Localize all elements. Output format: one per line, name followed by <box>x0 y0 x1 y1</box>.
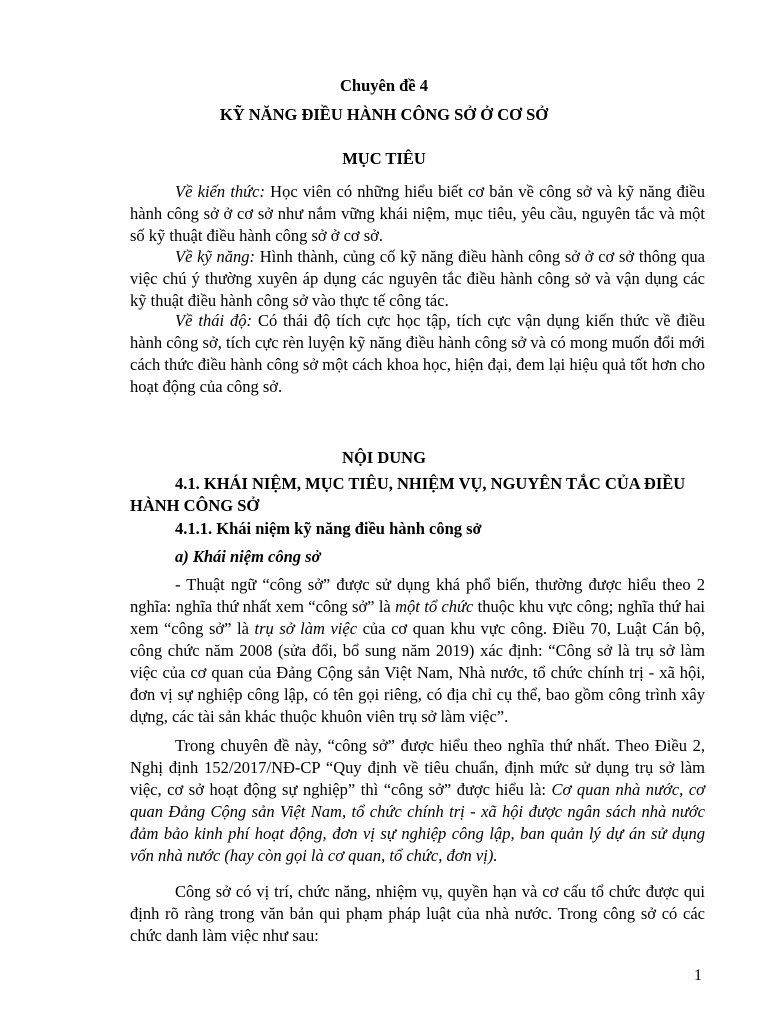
p1-italic-d: trụ sở làm việc <box>254 619 358 638</box>
knowledge-label: Về kiến thức: <box>175 182 265 201</box>
objective-knowledge <box>130 181 705 247</box>
p1-text-c: thuộc khu vực công; nghĩa thứ hai xem “công sở” là <box>130 597 705 638</box>
paragraph-2 <box>130 735 705 867</box>
attitude-label: Về thái độ: <box>175 311 252 330</box>
p1-text-e: của cơ quan khu vực công. Điều 70, Luật Cán bộ, công chức năm 2008 (sửa đổi, bổ sung năm 2019) xác định: “Công sở là trụ sở làm việc của cơ quan của Đảng Cộng sản Việt Nam, Nhà nước, tổ chức chính trị - xã hội, đơn vị sự nghiệp công lập, có tên gọi riêng, có địa chỉ cụ thể, bao gồm công trình xây dựng, các tài sản khác thuộc khuôn viên trụ sở làm việc”. <box>130 619 706 726</box>
objectives-heading: MỤC TIÊU <box>342 149 426 168</box>
p1-italic-b: một tổ chức <box>395 597 474 616</box>
p2-italic-b: Cơ quan nhà nước, cơ quan Đảng Cộng sản Việt Nam, tổ chức chính trị - xã hội được ngân sách nhà nước đảm bảo kinh phí hoạt động, đơn vị sự nghiệp công lập, ban quản lý dự án sử dụng vốn nhà nước (hay còn gọi là cơ quan, tổ chức, đơn vị). <box>130 780 705 865</box>
topic-label: Chuyên đề 4 <box>339 76 429 95</box>
paragraph-1 <box>130 574 705 728</box>
knowledge-text: Học viên có những hiểu biết cơ bản về công sở và kỹ năng điều hành công sở ở cơ sở như nắm vững khái niệm, mục tiêu, yêu cầu, nguyên tắc và một số kỹ thuật điều hành công sở ở cơ sở. <box>130 182 705 245</box>
content-heading: NỘI DUNG <box>342 448 426 467</box>
subsection-a-heading: a) Khái niệm công sở <box>175 547 321 566</box>
p1-text-a: - Thuật ngữ “công sở” được sử dụng khá phổ biến, thường được hiểu theo 2 nghĩa: nghĩa thứ nhất xem “công sở” là <box>130 575 705 616</box>
skills-label: Về kỹ năng: <box>175 247 256 266</box>
skills-text: Hình thành, củng cố kỹ năng điều hành công sở ở cơ sở thông qua việc chú ý thường xuyên áp dụng các nguyên tắc điều hành công sở và vận dụng các kỹ thuật điều hành công sở vào thực tế công tác. <box>130 247 705 310</box>
attitude-text: Có thái độ tích cực học tập, tích cực vận dụng kiến thức về điều hành công sở, tích cực rèn luyện kỹ năng điều hành công sở và có mong muốn đổi mới cách thức điều hành công sở một cách khoa học, hiện đại, đem lại hiệu quả tốt hơn cho hoạt động của công sở. <box>130 311 705 396</box>
p2-text-a: Trong chuyên đề này, “công sở” được hiểu theo nghĩa thứ nhất. Theo Điều 2, Nghị định 152/2017/NĐ-CP “Quy định về tiêu chuẩn, định mức sử dụng trụ sở làm việc, cơ sở hoạt động sự nghiệp” thì “công sở” được hiểu là: <box>130 736 705 799</box>
page-number: 1 <box>694 967 702 984</box>
section-4-1-1-heading: 4.1.1. Khái niệm kỹ năng điều hành công sở <box>175 519 482 538</box>
objective-attitude <box>130 310 705 398</box>
paragraph-3: Công sở có vị trí, chức năng, nhiệm vụ, quyền hạn và cơ cấu tổ chức được qui định rõ ràng trong văn bản qui phạm pháp luật của nhà nước. Trong công sở có các chức danh làm việc như sau: <box>130 882 705 945</box>
section-4-1-heading: 4.1. KHÁI NIỆM, MỤC TIÊU, NHIỆM VỤ, NGUYÊN TẮC CỦA ĐIỀU HÀNH CÔNG SỞ <box>130 474 686 515</box>
topic-title: KỸ NĂNG ĐIỀU HÀNH CÔNG SỞ Ở CƠ SỞ <box>219 105 549 124</box>
objective-skills <box>130 246 705 312</box>
